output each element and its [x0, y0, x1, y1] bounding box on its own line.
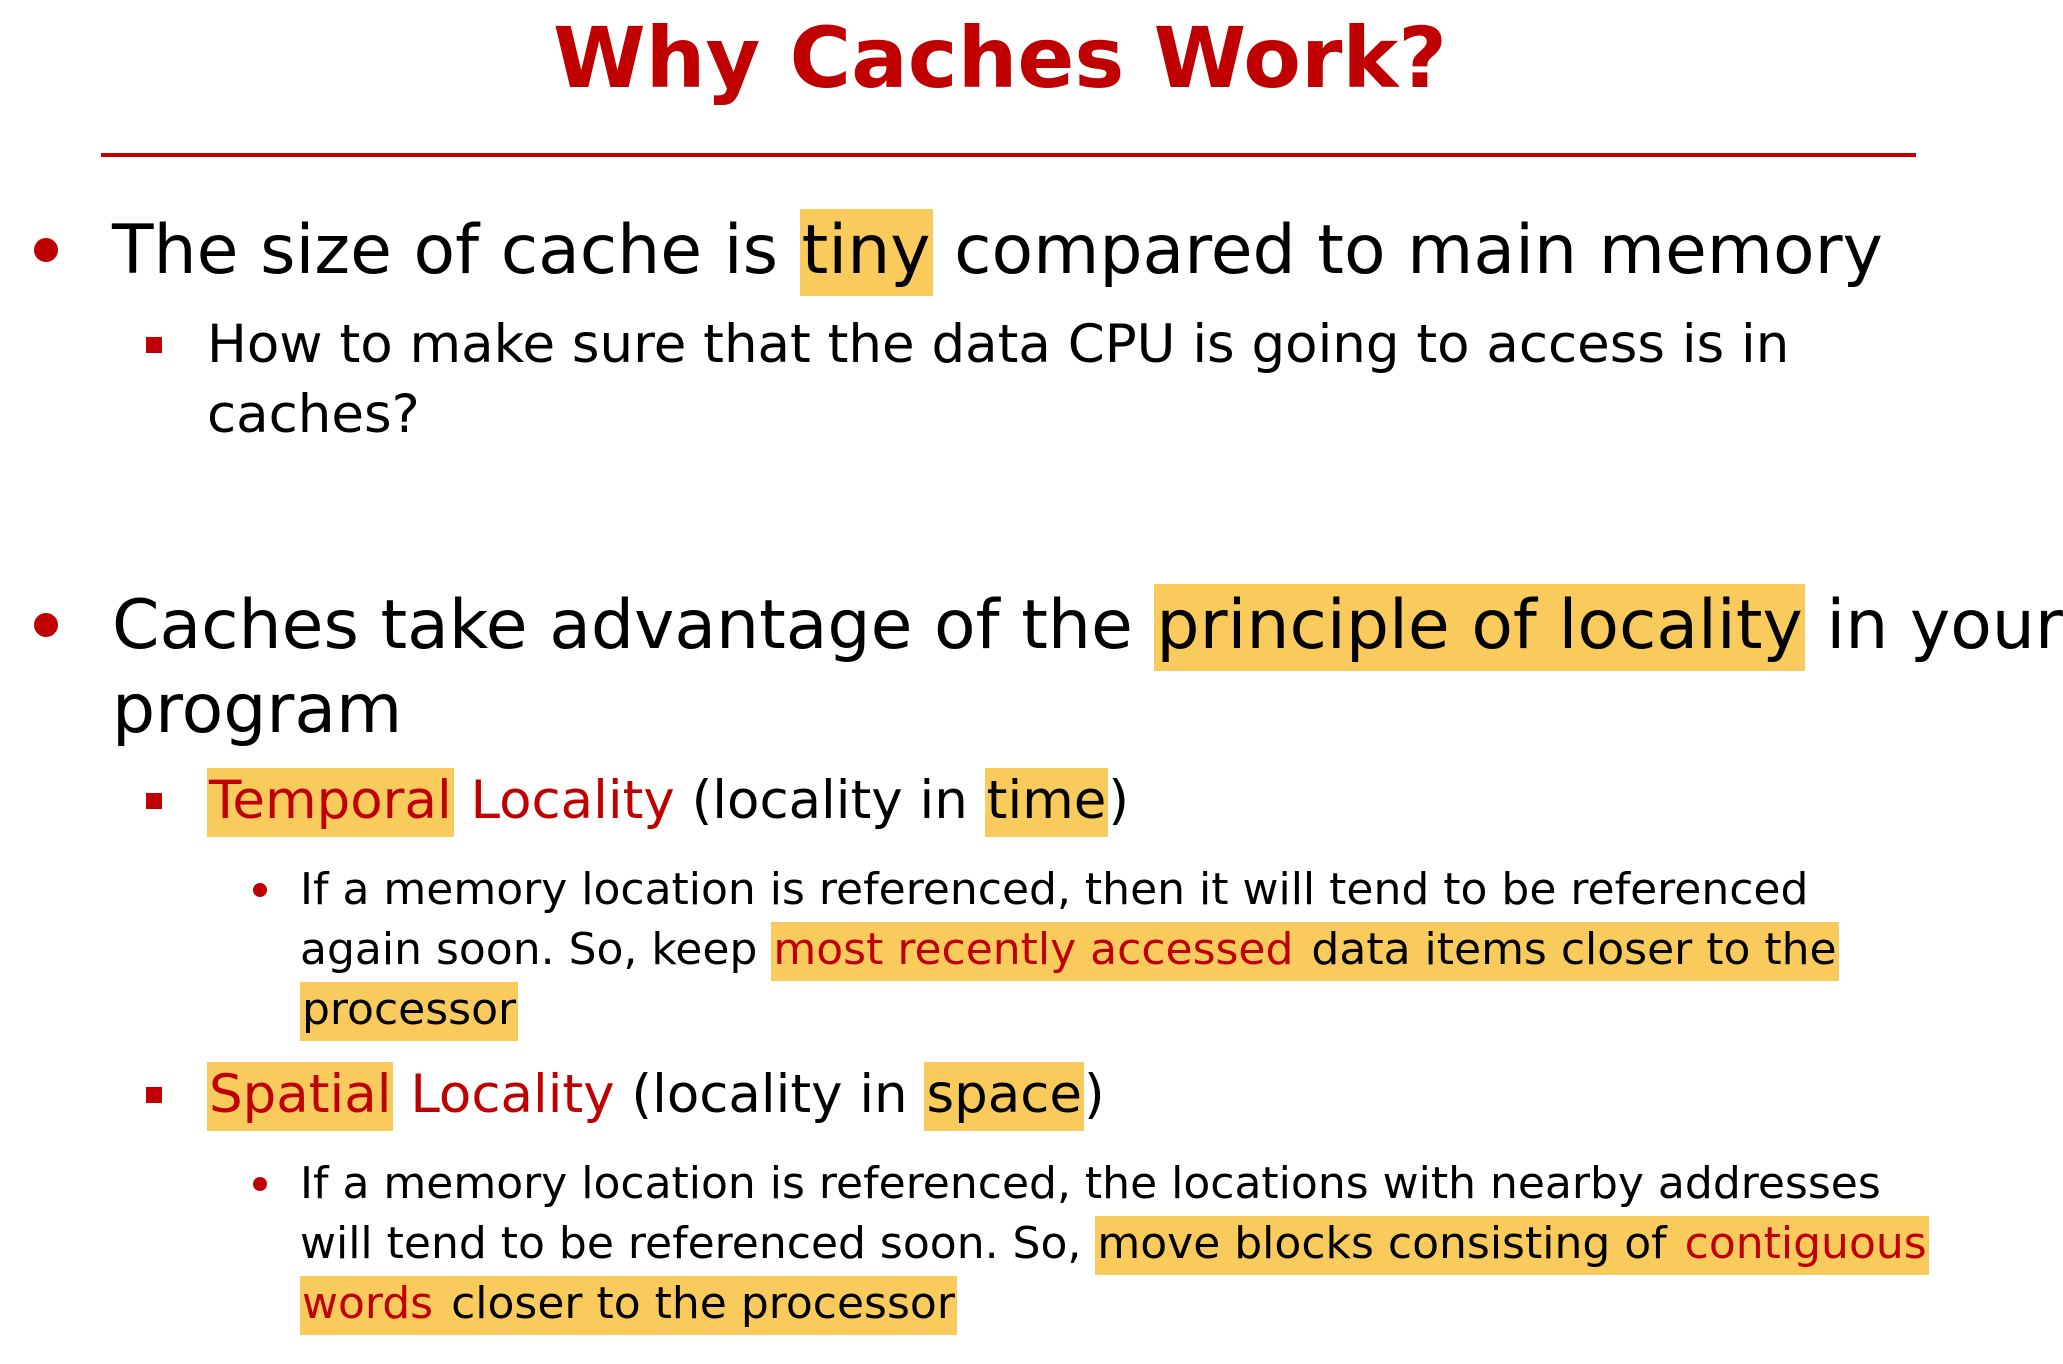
square-bullet-icon — [146, 793, 162, 809]
spatial-detail-line2 — [300, 1214, 1929, 1274]
square-bullet-icon — [146, 337, 162, 353]
subpoint-question-line2: caches? — [207, 384, 420, 445]
bullet-dot-icon — [34, 238, 58, 262]
subpoint-temporal — [207, 766, 1129, 836]
title-divider — [101, 153, 1916, 157]
highlight-most-recently-accessed: most recently accessed — [771, 922, 1295, 981]
highlight-spatial: Spatial — [207, 1062, 393, 1131]
small-bullet-icon — [253, 1177, 267, 1191]
point-text: Caches take advantage of the — [112, 586, 1155, 665]
highlight-closer-to-processor: closer to the processor — [435, 1276, 957, 1335]
highlight-tiny: tiny — [800, 209, 933, 296]
subpoint-question-line1: How to make sure that the data CPU is going to access is in — [207, 314, 1790, 375]
highlight-words: words — [300, 1276, 435, 1335]
highlight-space: space — [924, 1062, 1083, 1131]
spatial-detail-line3 — [300, 1274, 957, 1334]
point-text: The size of cache is — [112, 211, 800, 290]
paren-text: ) — [1108, 770, 1130, 831]
subpoint-spatial — [207, 1060, 1105, 1130]
point-locality — [112, 583, 2063, 669]
highlight-closer-text: data items closer to the — [1295, 922, 1838, 981]
temporal-detail-line2 — [300, 920, 1839, 980]
point-locality-line2: program — [112, 670, 403, 749]
detail-text: again soon. So, keep — [300, 924, 772, 975]
detail-text: will tend to be referenced soon. So, — [300, 1218, 1096, 1269]
highlight-time: time — [985, 768, 1109, 837]
locality-label: Locality — [393, 1064, 615, 1125]
locality-label: Locality — [453, 770, 675, 831]
highlight-move-blocks: move blocks consisting of — [1095, 1216, 1682, 1275]
highlight-processor: processor — [300, 982, 518, 1041]
highlight-contiguous: contiguous — [1683, 1216, 1929, 1275]
temporal-detail-line1: If a memory location is referenced, then it will tend to be referenced — [300, 864, 1809, 915]
spatial-detail-line1: If a memory location is referenced, the locations with nearby addresses — [300, 1158, 1881, 1209]
point-text: compared to main memory — [932, 211, 1883, 290]
point-text: in your — [1804, 586, 2063, 665]
highlight-temporal: Temporal — [207, 768, 454, 837]
highlight-principle-of-locality: principle of locality — [1154, 584, 1804, 671]
paren-text: ) — [1083, 1064, 1105, 1125]
paren-text: (locality in — [614, 1064, 925, 1125]
slide-title: Why Caches Work? — [553, 9, 1447, 107]
square-bullet-icon — [146, 1087, 162, 1103]
paren-text: (locality in — [674, 770, 985, 831]
point-cache-size — [112, 208, 1883, 294]
temporal-detail-line3 — [300, 980, 518, 1040]
small-bullet-icon — [253, 883, 267, 897]
bullet-dot-icon — [34, 613, 58, 637]
